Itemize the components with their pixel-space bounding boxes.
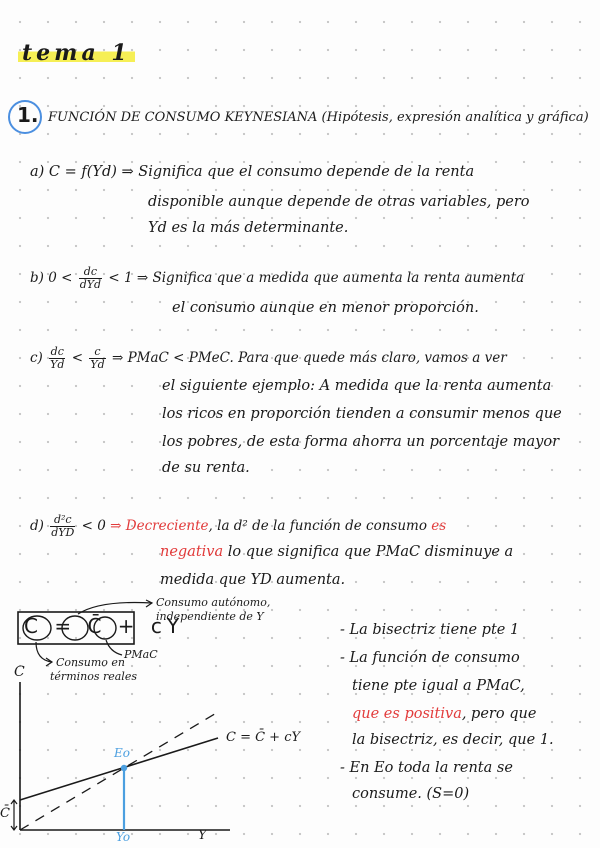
item-c-line-3: los ricos en proporción tienden a consumir menos que bbox=[162, 406, 562, 422]
note-autonomo-1: Consumo autónomo, bbox=[156, 596, 271, 609]
note-autonomo-2: independiente de Y bbox=[156, 610, 264, 623]
item-d-text-2: lo que significa que PMaC disminuye a bbox=[227, 544, 514, 560]
item-c-label: c) bbox=[30, 350, 43, 366]
note-3: tiene pte igual a PMaC, bbox=[352, 678, 525, 694]
item-c-line-5: de su renta. bbox=[162, 460, 250, 476]
yo-tick-label: Yo bbox=[116, 830, 131, 844]
bisector-line bbox=[20, 712, 218, 830]
note-pmac: PMaC bbox=[124, 648, 158, 661]
item-c-frac2-num: c bbox=[89, 346, 105, 359]
item-c-line-1: PMaC < PMeC. Para que quede más claro, vamos a ver bbox=[127, 350, 507, 366]
box-formula: C = C̄ + cY bbox=[24, 614, 185, 638]
item-b-frac-num: dc bbox=[79, 266, 102, 279]
item-a-label: a) bbox=[30, 164, 45, 180]
item-d-arrow: ⇒ bbox=[110, 518, 122, 534]
section-number: 1. bbox=[17, 103, 39, 127]
item-c-frac1-den: Yd bbox=[50, 358, 65, 371]
arrow-real bbox=[36, 642, 52, 662]
axis-label-y: Y bbox=[198, 828, 207, 843]
axis-label-c: C bbox=[14, 664, 25, 680]
item-b-arrow: ⇒ bbox=[136, 270, 149, 286]
item-b-formula-right: < 1 bbox=[108, 270, 133, 286]
item-c-line-2: el siguiente ejemplo: A medida que la renta aumenta bbox=[162, 378, 552, 394]
item-d-decreciente: Decreciente bbox=[125, 518, 209, 534]
eo-point bbox=[121, 765, 127, 771]
arrow-pmac bbox=[106, 640, 122, 655]
note-6: - En Eo toda la renta se bbox=[340, 760, 513, 776]
page-title: tema 1 bbox=[18, 40, 135, 66]
note-2: - La función de consumo bbox=[340, 650, 520, 666]
note-1: - La bisectriz tiene pte 1 bbox=[340, 622, 520, 638]
item-c-frac1-num: dc bbox=[50, 345, 64, 358]
item-c-arrow: ⇒ bbox=[111, 350, 124, 366]
item-b-line-2: el consumo aunque en menor proporción. bbox=[172, 300, 479, 316]
note-4-red: que es positiva bbox=[352, 706, 462, 722]
item-d-negativa: negativa bbox=[160, 544, 224, 560]
note-real-2: términos reales bbox=[50, 670, 137, 683]
item-c-lt: < bbox=[71, 350, 84, 366]
item-c-line-4: los pobres, de esta forma ahorra un porcentaje mayor bbox=[162, 434, 559, 450]
eo-label: Eo bbox=[114, 746, 130, 760]
note-7: consume. (S=0) bbox=[352, 786, 470, 802]
item-d-frac-den: dYD bbox=[51, 526, 75, 539]
item-b-formula-left: 0 < bbox=[48, 270, 73, 286]
function-label: C = C̄ + cY bbox=[226, 730, 301, 745]
item-a-arrow: ⇒ bbox=[121, 164, 134, 180]
item-c-frac2-den: Yd bbox=[90, 358, 105, 371]
intercept-label: C̄ bbox=[0, 806, 10, 821]
item-b-frac-den: dYd bbox=[79, 278, 102, 291]
note-4 bbox=[352, 706, 536, 722]
item-a-line-3: Yd es la más determinante. bbox=[148, 220, 349, 236]
item-d-label: d) bbox=[30, 518, 44, 534]
arrowhead-autonomo bbox=[146, 600, 152, 607]
item-d-frac-num: d²c bbox=[50, 514, 75, 527]
item-a-formula: C = f(Yd) bbox=[48, 164, 117, 180]
note-5: la bisectriz, es decir, que 1. bbox=[352, 732, 554, 748]
item-a-line-2: disponible aunque depende de otras variables, pero bbox=[148, 194, 530, 210]
section-heading: FUNCIÓN DE CONSUMO KEYNESIANA (Hipótesis, expresión analítica y gráfica) bbox=[48, 110, 589, 125]
item-d-text-1: , la d² de la función de consumo bbox=[208, 518, 427, 534]
note-real-1: Consumo en bbox=[56, 656, 125, 669]
item-d-text-3: medida que YD aumenta. bbox=[160, 572, 346, 588]
item-a-line-1: Significa que el consumo depende de la renta bbox=[138, 164, 475, 180]
item-b-line-1: Significa que a medida que aumenta la renta aumenta bbox=[152, 270, 525, 286]
item-d-formula-right: < 0 bbox=[81, 518, 106, 534]
item-b-label: b) bbox=[30, 270, 44, 286]
item-d-es: es bbox=[431, 518, 447, 534]
note-4-rest: , pero que bbox=[461, 706, 537, 722]
